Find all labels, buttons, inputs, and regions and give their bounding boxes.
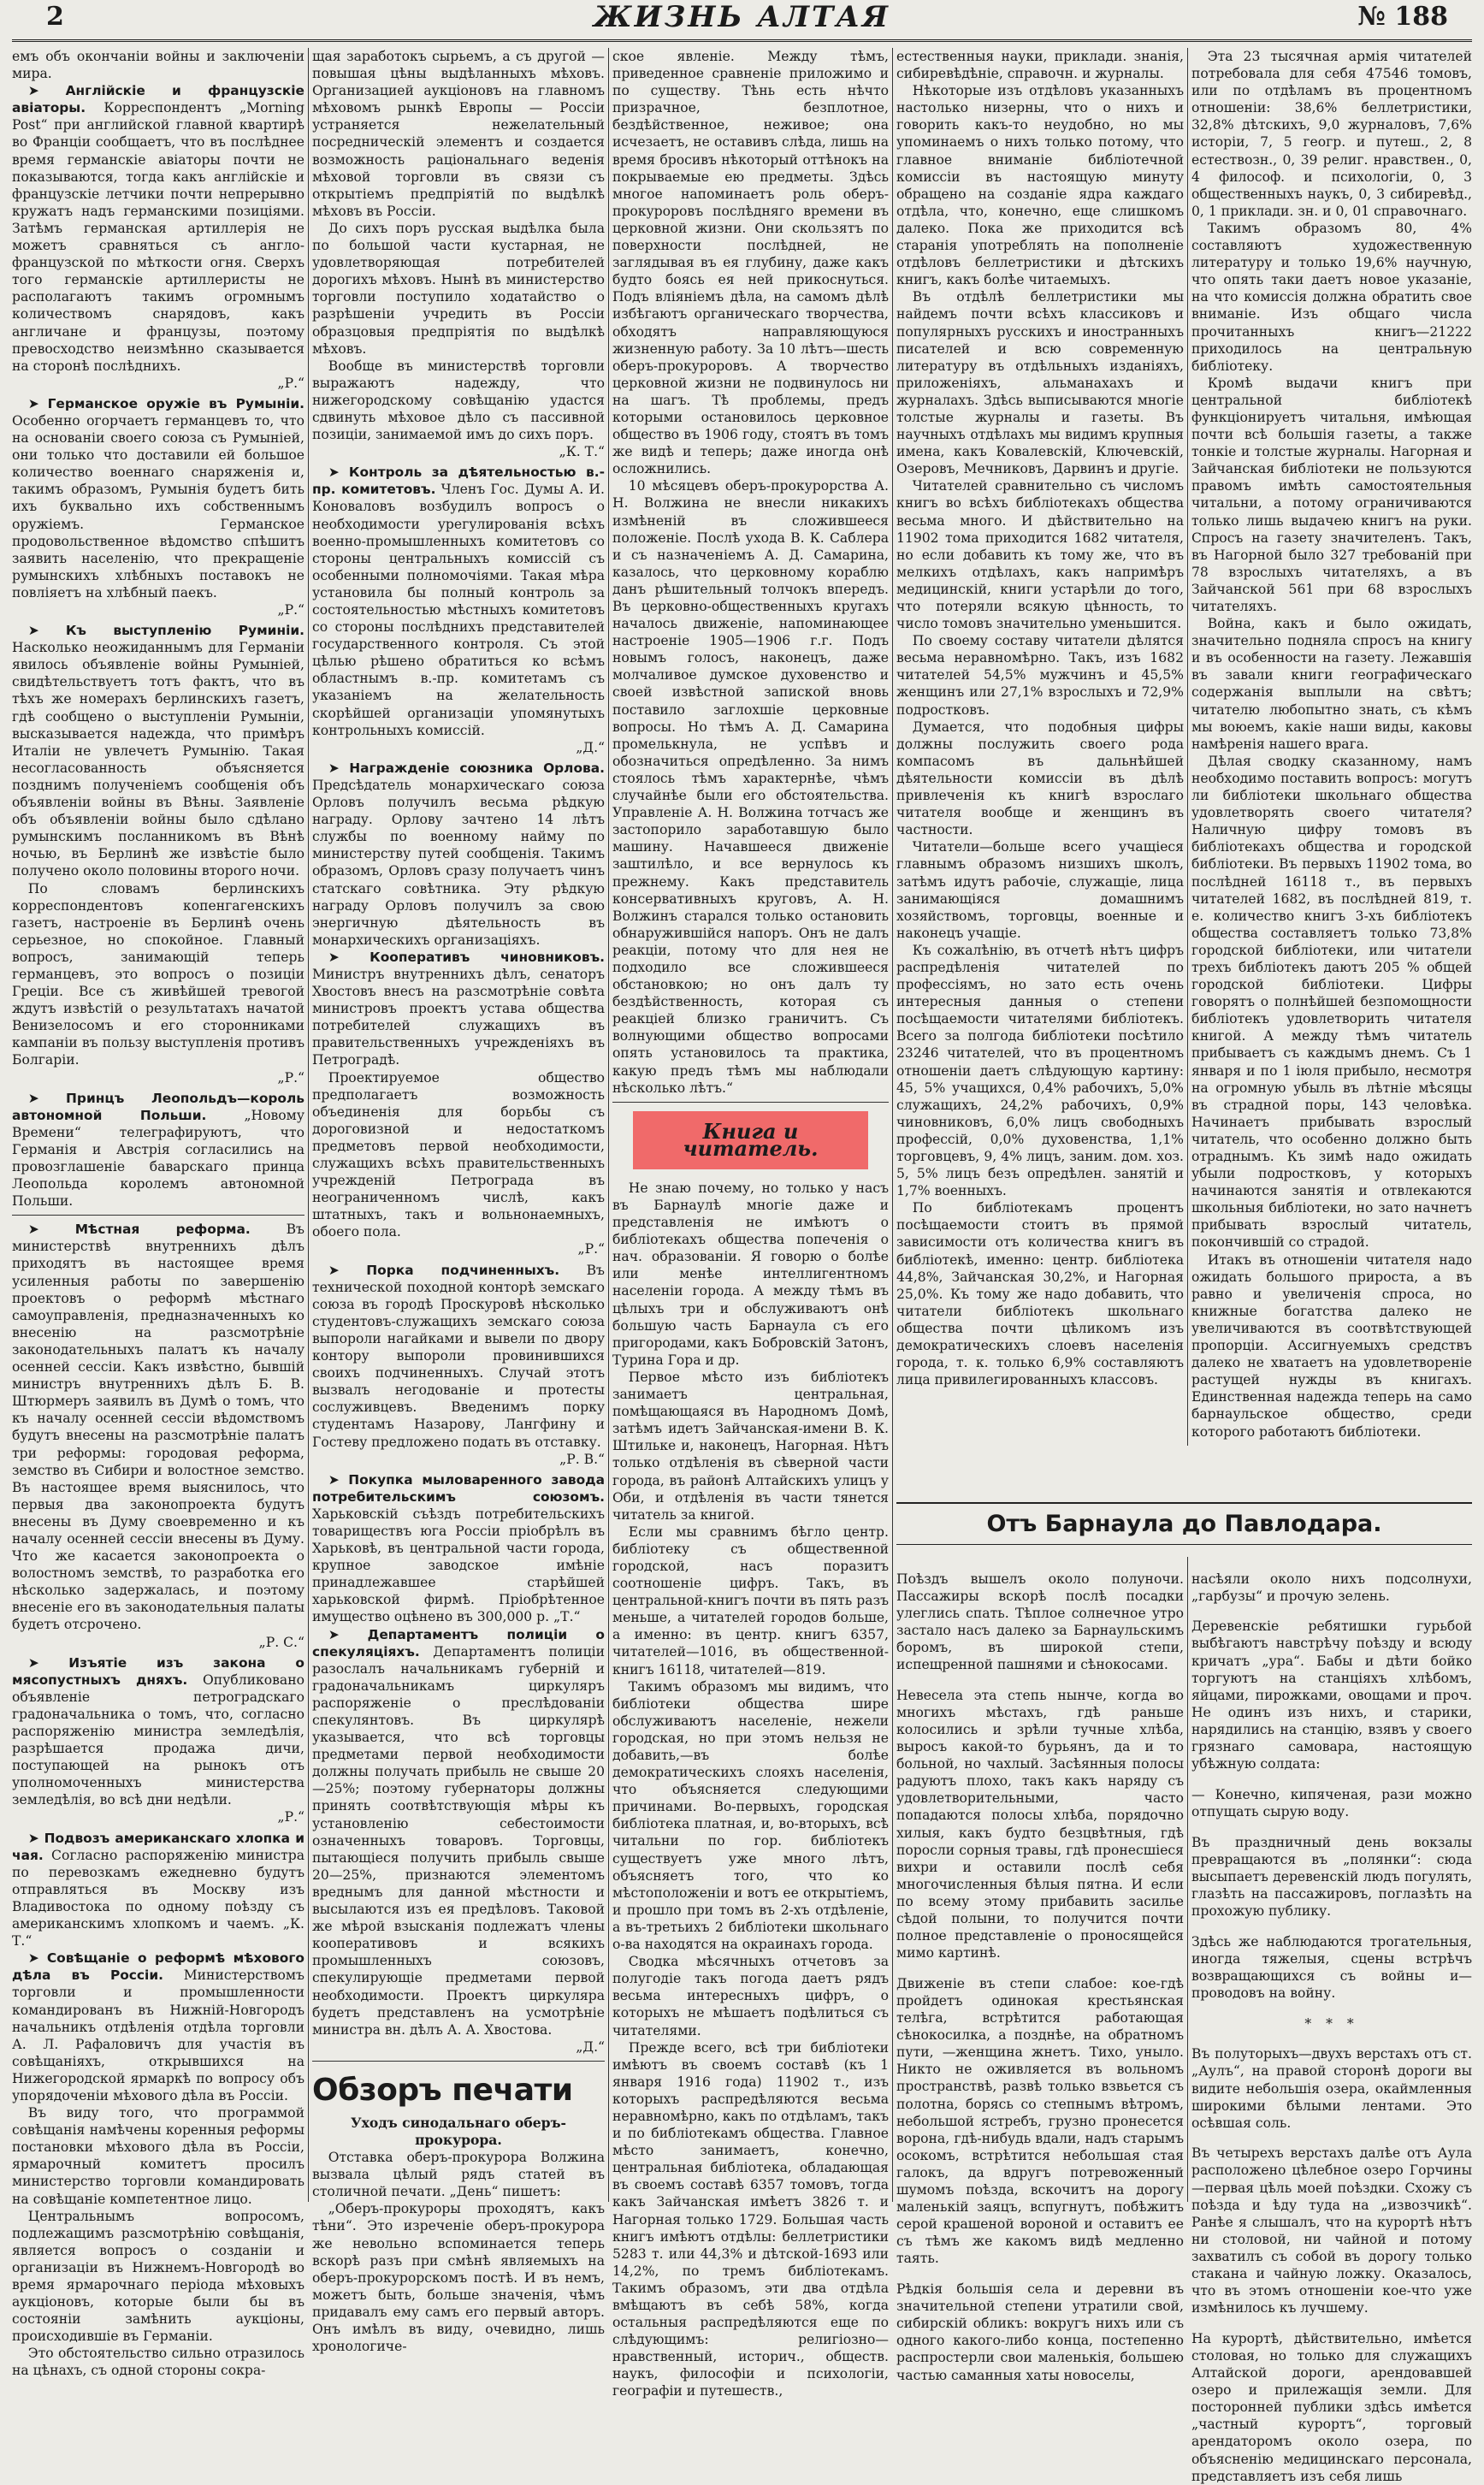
signature: „Р.“	[277, 1069, 304, 1086]
paragraph: Первое мѣсто изъ библіотекъ занимаетъ центральная, помѣщающаяся въ Народномъ Домѣ, затѣмъ идетъ Зайчанская-имени В. К. Штильке и, наконецъ, Нагорная. Нѣтъ только отдѣленія въ сѣверной части города, въ районѣ Алтайскихъ улицъ у Оби, и отдѣленія въ части тянется читатель за книгой.	[612, 1369, 889, 1523]
column-rule	[308, 48, 309, 2202]
paragraph: Къ сожалѣнію, въ отчетѣ нѣтъ цифръ распредѣленія читателей по профессіямъ, но зато есть очень интересныя данныя о степени посѣщаемости читателями библіотекъ. Всего за полгода библіотеки посѣтило 23246 читателей, что въ процентномъ отношеніи даетъ слѣдующую картину: 45, 5% учащихся, 0,4% рабочихъ, 5,0% служащихъ, 24,2% рабочихъ, 0,9% чиновниковъ, 6,0% лицъ свободныхъ профессій, 0,0% духовенства, 1,1% торговцевъ, 9, 4% лицъ, заним. дом. хоз. 5, 5% лицъ безъ опредѣлен. занятій и 1,7% военныхъ.	[896, 942, 1184, 1199]
news-heading: Къ выступленію Руминіи.	[65, 623, 304, 639]
news-heading: Контроль за дѣятельностью в.-пр. комитетовъ.	[312, 464, 605, 498]
paragraph: Итакъ въ отношеніи читателя надо ожидать большого прироста, а въ равно и увеличенія спроса, но книжные богатства далеко не увеличиваются въ соотвѣтствующей пропорціи. Ассигнуемыхъ средствъ далеко не хватаетъ на удовлетвореніе растущей нужды въ книгахъ. Единственная надежда теперь на само барнаульское общество, среди которого работаютъ библіотеки.	[1191, 1251, 1472, 1440]
news-text: Департаментъ полиціи разослалъ начальникамъ губерній и градоначальникамъ циркуляръ распоряженіе о преслѣдованіи спекулянтовъ. Въ циркулярѣ указывается, что всѣ торговцы предметами первой необходимости должны получать прибыль не свыше 20—25%; поэтому губернаторы должны принять соотвѣтствующія мѣры къ установленію себестоимости означенныхъ товаровъ. Торговцы, пытающіеся получить прибыль свыше 20—25%, признаются элементомъ вреднымъ для данной мѣстности и высылаются изъ ея предѣловъ. Таковой же мѣрой взысканія подлежатъ члены кооперативовъ и всякихъ промышленныхъ союзовъ, спекулирующіе предметами первой необходимости. Проектъ циркуляра будетъ представленъ на усмотрѣніе министра вн. дѣлъ А. А. Хвостова.	[312, 1643, 605, 2038]
paragraph: Читатели—больше всего учащіеся главнымъ образомъ низшихъ школъ, затѣмъ идутъ рабочіе, служащіе, лица занимающіяся домашнимъ хозяйствомъ, торговцы, военные и наконецъ учащіе.	[896, 839, 1184, 941]
signature: „Р.“	[277, 602, 304, 618]
column-2	[312, 48, 605, 2355]
signature-inline: „К. Т.“	[12, 1916, 304, 1950]
paragraph: Читателей сравнительно съ числомъ книгъ во всѣхъ библіотекахъ общества весьма много. И дѣйствительно на 11902 тома приходится 1682 читателя, но если добавить къ тому же, что въ мелкихъ отдѣлахъ, какъ напримѣръ медицинскій, книги устарѣли до того, что потеряли всякую цѣнность, то число томовъ значительно уменьшится.	[896, 478, 1184, 632]
paragraph: Сводка мѣсячныхъ отчетовъ за полугодіе такъ погода даетъ рядъ весьма интересныхъ цифръ, о которыхъ не мѣшаетъ подѣлиться съ читателями.	[612, 1954, 889, 2038]
news-heading: Мѣстная реформа.	[74, 1222, 251, 1238]
news-heading: Награжденіе союзника Орлова.	[349, 760, 605, 776]
paragraph: — Конечно, кипяченая, рази можно отпущать сырую воду.	[1191, 1786, 1472, 1819]
news-text: Насколько неожиданнымъ для Германіи явилось объявленіе войны Румыніей, свидѣтельствуетъ тотъ фактъ, что въ тѣхъ же номерахъ берлинскихъ газетъ, гдѣ сообщено о выступленіи Румыніи, высказывается надежда, что примѣръ Италіи не увлечетъ Румынію. Такая несогласованность объясняется позднимъ полученіемъ сообщенія объ объявленіи войны въ Вѣны. Заявленіе объ объявленіи войны было сдѣлано румынскимъ посланникомъ въ Вѣнѣ ночью, въ Берлинѣ же извѣстіе было получено около половины второго ночи.	[12, 640, 304, 879]
paragraph: По словамъ берлинскихъ корреспондентовъ копенгагенскихъ газетъ, настроеніе въ Берлинѣ очень серьезное, но спокойное. Главный вопросъ, занимающій теперь германцевъ, это вопросъ о позиціи Греціи. Все съ живѣйшей тревогой ждутъ извѣстій о результатахъ начатой Венизелосомъ и его сторонниками кампаніи въ пользу выступленія противъ Болгаріи.	[12, 880, 304, 1068]
news-text: Министръ внутреннихъ дѣлъ, сенаторъ Хвостовъ внесъ на разсмотрѣніе совѣта министровъ проектъ устава общества потребителей служащихъ въ правительственныхъ учрежденіяхъ въ Петроградѣ.	[312, 966, 605, 1068]
paragraph: „Оберъ-прокуроры проходятъ, какъ тѣни“. Это изреченіе оберъ-прокурора же невольно вспоминается теперь вскорѣ разъ при смѣнѣ являемыхъ на оберъ-прокурорскомъ постѣ. И въ немъ, можетъ быть, больше значенія, чѣмъ придавалъ ему самъ его первый авторъ. Онъ имѣлъ въ виду, очевидно, лишь хронологиче-	[312, 2201, 605, 2355]
paragraph: Въ виду того, что программой совѣщанія намѣчены коренныя реформы постановки мѣхового дѣла въ Россіи, ярмарочный комитетъ просилъ министерство торговли командировать на совѣщаніе компетентное лицо.	[12, 2105, 304, 2207]
paragraph: Война, какъ и было ожидать, значительно подняла спросъ на книгу и въ особенности на газету. Лежавшія въ завали книги географическаго содержанія выплыли на свѣтъ; читателю любопытно знать, съ кѣмъ мы воюемъ, какіе наши виды, каковы намѣренія нашего врага.	[1191, 616, 1472, 752]
page-number: 2	[46, 2, 64, 32]
paragraph: Въ четырехъ верстахъ далѣе отъ Аула расположено цѣлебное озеро Горчины—первая цѣль моей поѣздки. Схожу съ поѣзда и ѣду туда на „извозчикѣ“. Ранѣе я слышалъ, что на курортѣ нѣтъ ни столовой, ни чайной и потому захватилъ съ собой въ дорогу только стакана и чайную ложку. Оказалось, что въ этомъ отношеніи кое-что уже измѣнилось къ лучшему.	[1191, 2145, 1472, 2316]
news-item: ➤ Англійскіе и французскіе авіаторы. Корреспондентъ „Morning Post“ при английской главной квартирѣ во Франціи сообщаетъ, что въ послѣднее время германскіе авіаторы почти не показываются, тогда какъ англійскіе и французскіе летчики почти непрерывно кружатъ надъ германскими позиціями. Затѣмъ германская артиллерія не можетъ сравняться съ англо-французской по мѣткости огня. Сверхъ того германскіе артиллеристы не располагаютъ такимъ огромнымъ количествомъ снарядовъ, какъ англичане и французы, поэтому превосходство неизмѣнно сказывается на сторонѣ послѣднихъ.	[12, 83, 304, 374]
paragraph: насѣяли около нихъ подсолнухи, „гарбузы“ и прочую зелень.	[1191, 1571, 1472, 1604]
news-item: ➤ Къ выступленію Руминіи. Насколько неожиданнымъ для Германіи явилось объявленіе войны Румыніей, свидѣтельствуетъ тотъ фактъ, что въ тѣхъ же номерахъ берлинскихъ газетъ, гдѣ сообщено о выступленіи Румыніи, высказывается надежда, что примѣръ Италіи не увлечетъ Румынію. Такая несогласованность объясняется позднимъ полученіемъ сообщенія объ объявленіи войны въ Вѣны. Заявленіе объ объявленіи войны было сдѣлано румынскимъ посланникомъ въ Вѣнѣ ночью, въ Берлинѣ же извѣстіе было получено около половины второго ночи.	[12, 623, 304, 879]
paragraph: Деревенскіе ребятишки гурьбой выбѣгаютъ навстрѣчу поѣзду и всюду кричатъ „ура“. Бабы и дѣти бойко торгуютъ на станціяхъ хлѣбомъ, яйцами, пирожками, овощами и проч. Не одинъ изъ нихъ, и старики, нарядились на станцію, взявъ у своего грязнаго самовара, настоящую убѣжную солдата:	[1191, 1618, 1472, 1772]
news-item: ➤ Германское оружіе въ Румыніи. Особенно огорчаетъ германцевъ то, что на основаніи своего союза съ Румыніей, они только что доставили ей большое количество военнаго снаряженія и, такимъ образомъ, Румынія будетъ бить ихъ буквально ихъ собственнымъ оружіемъ. Германское продовольственное вѣдомство спѣшитъ заявить населенію, что прекращеніе румынскихъ хлѣбныхъ поставокъ не повліяетъ на хлѣбный паекъ.	[12, 395, 304, 601]
masthead	[12, 0, 1472, 42]
news-heading: Покупка мыловаренного завода потребительскимъ союзомъ.	[312, 1471, 605, 1505]
paragraph: Такимъ образомъ 80, 4% составляютъ художественную литературу и только 19,6% научную, что опять таки даетъ новое указаніе, на что комиссія должна обратить свое вниманіе. Изъ общаго числа прочитанныхъ книгъ—21222 приходилось на центральную библіотеку.	[1191, 220, 1472, 374]
news-text: Корреспондентъ „Morning Post“ при английской главной квартирѣ во Франціи сообщаетъ, что въ послѣднее время германскіе авіаторы почти не показываются, тогда какъ англійскіе и французскіе летчики почти непрерывно кружатъ надъ германскими позиціями. Затѣмъ германская артиллерія не можетъ сравняться съ англо-французской по мѣткости огня. Сверхъ того германскіе артиллеристы не располагаютъ такимъ огромнымъ количествомъ снарядовъ, какъ англичане и французы, поэтому превосходство неизмѣнно сказывается на сторонѣ послѣднихъ.	[12, 100, 304, 374]
paragraph: По своему составу читатели дѣлятся весьма неравномѣрно. Такъ, изъ 1682 читателей 54,5% мужчинъ и 45,5% женщинъ или 27,1% взрослыхъ и 72,9% подростковъ.	[896, 633, 1184, 718]
signature-inline: „Т.“	[553, 1609, 581, 1625]
column-5	[1191, 48, 1472, 1440]
news-item: ➤ Департаментъ полиціи о спекуляціяхъ. Департаментъ полиціи разослалъ начальникамъ губерній и градоначальникамъ циркуляръ распоряженіе о преслѣдованіи спекулянтовъ. Въ циркулярѣ указывается, что всѣ торговцы предметами первой необходимости должны получать прибыль не свыше 20—25%; поэтому губернаторы должны принять соотвѣтствующія мѣры къ установленію себестоимости означенныхъ товаровъ. Торговцы, пытающіеся получить прибыль свыше 20—25%, признаются элементомъ вреднымъ для данной мѣстности и высылаются изъ ея предѣловъ. Таковой же мѣрой взысканія подлежатъ члены кооперативовъ и всякихъ промышленныхъ союзовъ, спекулирующіе предметами первой необходимости. Проектъ циркуляра будетъ представленъ на усмотрѣніе министра вн. дѣлъ А. А. Хвостова.	[312, 1626, 605, 2038]
paragraph: естественныя науки, приклади. знанія, сибиревѣдѣніе, справочн. и журналы.	[896, 49, 1184, 82]
article-heading-barnaul-pavlodar: Отъ Барнаула до Павлодара.	[896, 1502, 1472, 1545]
column-rule	[1187, 1557, 1188, 2202]
article-heading-book-and-reader: Книга и читатель.	[633, 1111, 868, 1169]
divider	[312, 2061, 605, 2062]
asterism-separator: * * *	[1304, 2015, 1359, 2032]
paragraph: Прежде всего, всѣ три библіотеки имѣютъ въ своемъ составѣ (къ 1 января 1916 года) 11902 т., изъ которыхъ распредѣляются весьма неравномѣрно, какъ по отдѣламъ, такъ и по библіотекамъ общества. Главное мѣсто занимаетъ, конечно, центральная библіотека, обладающая въ своемъ составѣ 6357 томовъ, тогда какъ Зайчанская имѣетъ 3826 т. и Нагорная только 1729. Большая часть книгъ имѣютъ отдѣлы: беллетристики 5283 т. или 44,3% и дѣтской-1693 или 14,2%, по тремъ библіотекамъ. Такимъ образомъ, эти два отдѣла вмѣщаютъ въ себѣ 58%, когда остальныя распредѣляются еще по слѣдующимъ: религіозно—нравственный, историч., обществ. наукъ, философіи и психологіи, географіи и путешеств.,	[612, 2039, 889, 2399]
travel-article-column-2	[1191, 1557, 1472, 2484]
paragraph: Центральнымъ вопросомъ, подлежащимъ разсмотрѣнію совѣщанія, является вопросъ о созданіи и организаціи въ Нижнемъ-Новгородѣ во время ярмарочнаго періода мѣховыхъ аукціоновъ, которые были бы въ состояніи замѣнить аукціоны, происходившіе въ Германіи.	[12, 2208, 304, 2345]
news-item: ➤ Совѣщаніе о реформѣ мѣхового дѣла въ Россіи. Министерствомъ торговли и промышленности командированъ въ Нижній-Новгородъ начальникъ отдѣленія отдѣла торговли А. Л. Рафаловичъ для участія въ совѣщаніяхъ, открывшихся на Нижегородской ярмаркѣ по вопросу объ упорядоченіи мѣхового дѣла въ Россіи.	[12, 1950, 304, 2103]
news-heading: Подвозъ американскаго хлопка и чая.	[12, 1830, 304, 1863]
paragraph: Рѣдкія большія села и деревни въ значительной степени утратили свой, сибирскій обликъ: вокругъ нихъ или съ одного какого-либо конца, постепенно распростерли свои маленькія, большею частью саманныя хаты новоселы,	[896, 2281, 1184, 2383]
columns	[12, 48, 1472, 2484]
news-item: ➤ Покупка мыловаренного завода потребительскимъ союзомъ. Харьковскій съѣздъ потребительскихъ товариществъ юга Россіи пріобрѣлъ въ Харьковѣ, въ центральной части города, крупное заводское имѣніе принадлежавшее старѣйшей харьковской фирмѣ. Пріобрѣтенное имущество оцѣнено въ 300,000 р. „Т.“	[312, 1471, 605, 1625]
news-text: Въ технической походной конторѣ земскаго союза въ городѣ Проскуровѣ нѣсколько студентовъ-служащихъ земскаго союза выпороли нагайками и вывели по двору контору выпороли провинившихся своихъ подчиненныхъ. Случай этотъ вызвалъ негодованіе и протесты сослуживцевъ. Введенимъ порку студентамъ Назарову, Лангфину и Гостеву предложено подать въ отставку.	[312, 1262, 605, 1450]
issue-number: № 188	[1357, 2, 1448, 32]
paragraph: По библіотекамъ процентъ посѣщаемости стоитъ въ прямой зависимости отъ количества книгъ въ библіотекѣ, именно: центр. библіотека 44,8%, Зайчанская 30,2%, и Нагорная 25,0%. Къ тому же надо добавить, что читатели библіотекъ школьнаго общества почти цѣликомъ изъ демократическихъ слоевъ населенія города, т. к. только 6,9% составляютъ лица привилегированныхъ классовъ.	[896, 1200, 1184, 1388]
travel-article-column-1	[896, 1557, 1184, 2383]
newspaper-title: ЖИЗНЬ АЛТАЯ	[593, 0, 890, 34]
news-text: Министерствомъ торговли и промышленности командированъ въ Нижній-Новгородъ начальникъ отдѣленія отдѣла торговли А. Л. Рафаловичъ для участія въ совѣщаніяхъ, открывшихся на Нижегородской ярмаркѣ по вопросу объ упорядоченіи мѣхового дѣла въ Россіи.	[12, 1967, 304, 2103]
news-item: ➤ Мѣстная реформа. Въ министерствѣ внутреннихъ дѣлъ приходятъ въ настоящее время усиленныя работы по завершенію проектовъ о реформѣ мѣстнаго самоуправленія, предназначенныхъ ко внесенію на разсмотрѣніе законодательныхъ палатъ къ началу осенней сессіи. Какъ извѣстно, бывшій министръ внутреннихъ дѣлъ Б. В. Штюрмеръ заявилъ въ Думѣ о томъ, что къ началу осенней сессіи вѣдомствомъ будутъ внесены на разсмотрѣніе палатъ три реформы: городовая реформа, земство въ Сибири и волостное земство. Въ настоящее время выяснилось, что первыя два законопроекта будутъ внесены въ Думу своевременно и къ началу осенней сессіи внесены въ Думу. Что же касается законопроекта о волостномъ земствѣ, то разработка его нѣсколько задержалась, и поэтому внесеніе его въ законодательныя палаты будетъ отсрочено.	[12, 1222, 304, 1633]
signature: „Р.“	[577, 1241, 605, 1257]
paragraph: На курортѣ, дѣйствительно, имѣется столовая, но только для служащихъ Алтайской дороги, арендовавшей озеро и прилежащія земли. Для посторонней публики здѣсь имѣется „частный курортъ“, торговый арендаторомъ около озера, по объясненію медицинскаго персонала, представляетъ изъ себя лишь	[1191, 2330, 1472, 2484]
paragraph: Въ отдѣлѣ беллетристики мы найдемъ почти всѣхъ классиковъ и популярныхъ русскихъ и иностранныхъ писателей и всю современную литературу въ отдѣльныхъ изданіяхъ, приложеніяхъ, альманахахъ и журналахъ. Здѣсь выписываются многіе толстые журналы и газеты. Въ научныхъ отдѣлахъ мы видимъ крупныя имена, какъ Ковалевскій, Ключевскій, Озеровъ, Мечниковъ, Дарвинъ и другіе.	[896, 289, 1184, 477]
news-item: ➤ Принцъ Леопольдъ—король автономной Польши. „Новому Времени“ телеграфируютъ, что Германія и Австрія согласились на провозглашеніе баварскаго принца Леопольда королемъ автономной Польши.	[12, 1090, 304, 1210]
column-3	[612, 48, 889, 2399]
news-heading: Германское оружіе въ Румыніи.	[47, 395, 304, 411]
news-text: Опубликовано объявленіе петроградскаго градоначальника о томъ, что, согласно распоряженію министра земледѣлія, разрѣшается продажа дичи, поступающей на рынокъ отъ уполномоченныхъ министерства земледѣлія, во всѣ дни недѣли.	[12, 1671, 304, 1808]
news-heading: Англійскіе и французскіе авіаторы.	[12, 83, 304, 116]
paragraph: Вообще въ министерствѣ торговли выражаютъ надежду, что нижегородскому совѣщанію удастся сдвинуть мѣховое дѣло съ пассивной позиціи, занимаемой имъ до сихъ поръ.	[312, 358, 605, 443]
paragraph: Если мы сравнимъ бѣгло центр. библіотеку съ общественной городской, насъ поразитъ соотношеніе цифръ. Такъ, въ центральной-книгъ почти въ пять разъ меньше, а читателей городов больше, а именно: въ центр. книгъ 6357, читателей—1016, въ общественной-книгъ 16118, читателей—819.	[612, 1524, 889, 1677]
paragraph: емъ объ окончаніи войны и заключеніи мира.	[12, 49, 304, 82]
paragraph: Движеніе въ степи слабое: кое-гдѣ пройдетъ одинокая крестьянская телѣга, встрѣтится работающая сѣнокосилка, а позднѣе, на обратномъ пути, —женщина жнетъ. Тихо, уныло. Никто не оживляется въ вольномъ пространствѣ, развѣ только взвьется съ полотна, борясь со степнымъ вѣтромъ, небольшой ястребъ, грузно пронесется ворона, гдѣ-нибудь вдали, надъ старымъ осокомъ, встрѣтится небольшая стая галокъ, да вдругъ потревоженный шумомъ поѣзда, вскочитъ на дорогу маленькій заяцъ, вспугнутъ, побѣжитъ серой крашеной вороной и оставитъ ее съ тѣмъ же какомъ видѣ медленно таять.	[896, 1975, 1184, 2267]
news-text: Въ министерствѣ внутреннихъ дѣлъ приходятъ въ настоящее время усиленныя работы по завершенію проектовъ о реформѣ мѣстнаго самоуправленія, предназначенныхъ ко внесенію на разсмотрѣніе законодательныхъ палатъ къ началу осенней сессіи. Какъ извѣстно, бывшій министръ внутреннихъ дѣлъ Б. В. Штюрмеръ заявилъ въ Думѣ о томъ, что къ началу осенней сессіи вѣдомствомъ будутъ внесены на разсмотрѣніе палатъ три реформы: городовая реформа, земство въ Сибири и волостное земство. Въ настоящее время выяснилось, что первыя два законопроекта будутъ внесены въ Думу своевременно и къ началу осенней сессіи внесены въ Думу. Что же касается законопроекта о волостномъ земствѣ, то разработка его нѣсколько задержалась, и поэтому внесеніе его въ законодательныя палаты будетъ отсрочено.	[12, 1222, 304, 1633]
signature: „Р. В.“	[559, 1451, 605, 1467]
paragraph: Проектируемое общество предполагаетъ возможность объединенія для борьбы съ дороговизной и недостаткомъ предметовъ первой необходимости, служащихъ всѣхъ правительственныхъ учрежденій Петрограда въ неограниченномъ числѣ, какъ штатныхъ, такъ и вольнонаемныхъ, обоего пола.	[312, 1069, 605, 1240]
news-text: Предсѣдатель монархическаго союза Орловъ получилъ весьма рѣдкую награду. Орлову зачтено 14 лѣтъ службы по военному найму по министерству путей сообщенія. Такимъ образомъ, Орловъ сразу получаетъ чинъ статскаго совѣтника. Эту рѣдкую награду Орловъ получилъ за свою энергичную дѣятельность въ монархическихъ организаціяхъ.	[312, 777, 605, 948]
news-text: Членъ Гос. Думы А. И. Коноваловъ возбудилъ вопросъ о необходимости урегулированія всѣхъ военно-промышленныхъ комитетовъ со стороны центральныхъ комиссій съ особенными полномочіями. Такая мѣра установила бы полный контроль за состоятельностью мѣстныхъ комитетовъ со стороны послѣднихъ представителей государственного контроля. Съ этой цѣлью рѣшено обратиться ко всѣмъ областнымъ в.-пр. комитетамъ съ указаніемъ на желательность скорѣйшей организаціи упомянутыхъ контрольныхъ комиссій.	[312, 482, 605, 738]
paragraph: Отставка оберъ-прокурора Волжина вызвала цѣлый рядъ статей въ столичной печати. „День“ пишетъ:	[312, 2150, 605, 2200]
news-item: ➤ Изъятіе изъ закона о мясопустныхъ дняхъ. Опубликовано объявленіе петроградскаго градоначальника о томъ, что, согласно распоряженію министра земледѣлія, разрѣшается продажа дичи, поступающей на рынокъ отъ уполномоченныхъ министерства земледѣлія, во всѣ дни недѣли.	[12, 1654, 304, 1808]
news-item: ➤ Подвозъ американскаго хлопка и чая. Согласно распоряженію министра по перевозкамъ ежедневно будутъ отправляться въ Москву изъ Владивостока по одному поѣзду съ американскимъ хлопкомъ и чаемъ. „К. Т.“	[12, 1830, 304, 1950]
paragraph: Въ праздничный день вокзалы превращаются въ „полянки“: сюда высыпаетъ деревенскій людъ погулять, глазѣть на пассажировъ, поглазѣть на прохожую публику.	[1191, 1834, 1472, 1919]
paragraph: Въ полуторыхъ—двухъ верстахъ отъ ст. „Аулъ“, на правой сторонѣ дороги вы видите небольшія озера, окаймленныя широкими бѣлыми лентами. Это осѣвшая соль.	[1191, 2046, 1472, 2131]
signature: „Д.“	[576, 739, 605, 755]
news-heading: Кооперативъ чиновниковъ.	[370, 949, 605, 965]
paragraph: Нѣкоторые изъ отдѣловъ указанныхъ настолько низерны, что о нихъ и говорить какъ-то неудобно, но мы упоминаемъ о нихъ только потому, что главное вниманіе библіотечной комиссіи въ настоящую минуту обращено на созданіе ядра каждаго отдѣла, что, конечно, еще слишкомъ далеко. Пока же приходится всѣ старанія употреблять на пополненіе отдѣловъ беллетристики и дѣтскихъ книгъ, какъ болѣе читаемыхъ.	[896, 83, 1184, 288]
column-rule	[1187, 48, 1188, 1446]
news-text: Особенно огорчаетъ германцевъ то, что на основаніи своего союза съ Румыніей, они только что доставили ей большое количество военнаго снаряженія и, такимъ образомъ, Румынія будетъ бить ихъ буквально ихъ собственнымъ оружіемъ. Германское продовольственное вѣдомство спѣшитъ заявить населенію, что прекращеніе румынскихъ хлѣбныхъ поставокъ не повліяетъ на хлѣбный паекъ.	[12, 412, 304, 601]
signature: „Р. С.“	[258, 1634, 304, 1650]
paragraph: ское явленіе. Между тѣмъ, приведенное сравненіе приложимо и по существу. Тѣнь есть нѣчто призрачное, безплотное, бездѣйственное, неживое; она исчезаетъ, не оставивъ слѣда, лишь на время бросивъ нѣкоторый оттѣнокъ на покрываемые ею предметы. Здѣсь многое напоминаетъ роль оберъ-прокуроровъ послѣдняго времени въ церковной жизни. Они скользятъ по поверхности послѣдней, не заглядывая въ ея глубину, даже какъ будто боясь ея ней прикоснуться. Подъ вліяніемъ дѣла, на самомъ дѣлѣ избѣгаютъ органическаго творчества, обходятъ направляющуюся жизненную работу. За 10 лѣтъ—шесть оберъ-прокуроровъ. А творчество церковной жизни не подвинулось ни на шагъ. Тѣ проблемы, предъ которыми остановилось церковное общество въ 1906 году, стоятъ въ томъ же видѣ и теперь; даже иногда онѣ осложнились.	[612, 49, 889, 477]
paragraph: Здѣсь же наблюдаются трогательныя, иногда тяжелыя, сцены встрѣчъ возвращающихся съ войны и—проводовъ на войну.	[1191, 1933, 1472, 2001]
news-heading: Изъятіе изъ закона о мясопустныхъ дняхъ.	[12, 1654, 304, 1688]
divider	[612, 1102, 889, 1103]
news-item: ➤ Контроль за дѣятельностью в.-пр. комитетовъ. Членъ Гос. Думы А. И. Коноваловъ возбудилъ вопросъ о необходимости урегулированія всѣхъ военно-промышленныхъ комитетовъ со стороны центральныхъ комиссій съ особенными полномочіями. Такая мѣра установила бы полный контроль за состоятельностью мѣстныхъ комитетовъ со стороны послѣднихъ представителей государственного контроля. Съ этой цѣлью рѣшено обратиться ко всѣмъ областнымъ в.-пр. комитетамъ съ указаніемъ на желательность скорѣйшей организаціи упомянутыхъ контрольныхъ комиссій.	[312, 464, 605, 738]
paragraph: Такимъ образомъ мы видимъ, что библіотеки общества шире обслуживаютъ населеніе, нежели городская, но при этомъ нельзя не добавить,—въ болѣе демократическихъ слояхъ населенія, что объясняется следующими причинами. Во-первыхъ, городская библіотека платная, и, во-вторыхъ, всѣ читальни по гор. библіотекъ существуетъ уже много лѣтъ, объясняетъ того, что ко мѣстоположеніи и вотъ ее открытіемъ, и прошло при томъ въ 2-хъ отдѣленіе, а въ-третьихъ 2 библіотеки школьнаго о-ва находятся на окраинахъ города.	[612, 1678, 889, 1953]
signature: „К. Т.“	[559, 444, 605, 460]
paragraph: Эта 23 тысячная армія читателей потребовала для себя 47546 томовъ, или по отдѣламъ въ процентномъ отношеніи: 38,6% беллетристики, 32,8% дѣтскихъ, 9,0 журналовъ, 7,6% исторіи, 7, 5 геогр. и путеш., 2, 8 естествозн., 0, 39 религ. нравствен., 0, 4 философ. и психологіи, 0, 3 общественныхъ наукъ, 0, 3 сибиревѣд., 0, 1 приклади. зн. и 0, 01 справочнаго.	[1191, 49, 1472, 219]
paragraph: Кромѣ выдачи книгъ при центральной библіотекѣ функціонируетъ читальня, имѣющая почти всѣ большія газеты, а также тонкіе и толстые журналы. Нагорная и Зайчанская библіотеки не пользуются правомъ имѣть самостоятельныя читальни, а потому ограничиваются только лишь выдачею книгъ на руки. Спросъ на газету значителенъ. Такъ, въ Нагорной было 327 требованій при 78 взрослыхъ читателяхъ, а въ Зайчанской 561 при 68 взрослыхъ читателяхъ.	[1191, 375, 1472, 614]
column-4	[896, 48, 1184, 1434]
news-text: Харьковскій съѣздъ потребительскихъ товариществъ юга Россіи пріобрѣлъ въ Харьковѣ, въ центральной части города, крупное заводское имѣніе принадлежавшее старѣйшей харьковской фирмѣ. Пріобрѣтенное имущество оцѣнено въ 300,000 р.	[312, 1506, 605, 1625]
signature: „Р.“	[277, 375, 304, 391]
paragraph: До сихъ поръ русская выдѣлка была по большой части кустарная, не удовлетворяющая потребителей дорогихъ мѣховъ. Нынѣ въ министерство торговли поступило ходатайство о разрѣшеніи учредить въ Россіи образцовыя предпріятія по выдѣлкѣ мѣховъ.	[312, 220, 605, 357]
signature: „Д.“	[576, 2038, 605, 2055]
section-heading-press-review: Обзоръ печати	[312, 2072, 573, 2108]
paragraph: Не знаю почему, но только у насъ въ Барнаулѣ многіе даже и представленія не имѣютъ о библіотекахъ общества попеченія о нач. образованіи. Я говорю о болѣе или менѣе интеллигентномъ населеніи города. А между тѣмъ въ цѣлыхъ три и обслуживаютъ онѣ большую часть Барнаула съ его пригородами, какъ Бобровскій Затонъ, Турина Гора и др.	[612, 1180, 889, 1368]
column-1	[12, 48, 304, 2379]
paragraph: Поѣздъ вышелъ около полуночи. Пассажиры вскорѣ послѣ посадки улеглись спать. Тѣплое солнечное утро застало насъ далеко за Барнаульскимъ боромъ, въ широкой степи, испещренной пашнями и сѣнокосами.	[896, 1571, 1184, 1673]
travel-article	[896, 1494, 1472, 2484]
column-rule	[608, 48, 609, 2202]
news-heading: Департаментъ полиціи о спекуляціяхъ.	[312, 1626, 605, 1660]
divider	[12, 1215, 304, 1216]
news-item: ➤ Порка подчиненныхъ. Въ технической походной конторѣ земскаго союза въ городѣ Проскуровѣ нѣсколько студентовъ-служащихъ земскаго союза выпороли нагайками и вывели по двору контору выпороли провинившихся своихъ подчиненныхъ. Случай этотъ вызвалъ негодованіе и протесты сослуживцевъ. Введенимъ порку студентамъ Назарову, Лангфину и Гостеву предложено подать въ отставку.	[312, 1262, 605, 1450]
paragraph: щая заработокъ сырьемъ, а съ другой — повышая цѣны выдѣланныхъ мѣховъ. Организацией аукціоновъ на главномъ мѣховомъ рынкѣ Европы — Россіи устраняется нежелательный посредническій элементъ и создается возможность раціональнаго веденія мѣховой торговли въ связи съ открытіемъ предпріятій по выдѣлкѣ мѣховъ въ Россіи.	[312, 49, 605, 219]
news-item: ➤ Кооперативъ чиновниковъ. Министръ внутреннихъ дѣлъ, сенаторъ Хвостовъ внесъ на разсмотрѣніе совѣта министровъ проектъ устава общества потребителей служащихъ въ правительственныхъ учрежденіяхъ въ Петроградѣ.	[312, 949, 605, 1068]
news-item: ➤ Награжденіе союзника Орлова. Предсѣдатель монархическаго союза Орловъ получилъ весьма рѣдкую награду. Орлову зачтено 14 лѣтъ службы по военному найму по министерству путей сообщенія. Такимъ образомъ, Орловъ сразу получаетъ чинъ статскаго совѣтника. Эту рѣдкую награду Орловъ получилъ за свою энергичную дѣятельность въ монархическихъ организаціяхъ.	[312, 760, 605, 948]
article-subheading: Уходъ синодальнаго оберъ-прокурора.	[350, 2114, 567, 2148]
signature: „Р.“	[277, 1809, 304, 1825]
news-text: Согласно распоряженію министра по перевозкамъ ежедневно будутъ отправляться въ Москву изъ Владивостока по одному поѣзду съ американскимъ хлопкомъ и чаемъ.	[12, 1847, 304, 1932]
paragraph: Невесела эта степь нынче, когда во многихъ мѣстахъ, гдѣ раньше колосились и зрѣли тучные хлѣба, выросъ какой-то бурьянъ, да и то больной, но чахлый. Засѣянныя полосы радуютъ плохо, такъ какъ наряду съ удовлетворительными, часто попадаются полосы хлѣба, порядочно хилыя, какъ будто безцвѣтныя, гдѣ поросли сорныя травы, гдѣ пронесшіеся вихри и оставили послѣ себя многочисленныя бѣлыя пятна. И если по всему этому прибавить засилье сѣдой полыни, то получится почти полное представленіе о проносящейся мимо картинѣ.	[896, 1687, 1184, 1961]
paragraph: 10 мѣсяцевъ оберъ-прокурорства А. Н. Волжина не внесли никакихъ измѣненій въ сложившееся положеніе. Послѣ ухода В. К. Саблера и съ назначеніемъ А. Д. Самарина, казалось, что церковному кораблю данъ рѣшительный толчокъ впередъ. Въ церковно-общественныхъ кругахъ началось движеніе, напоминающее настроеніе 1905—1906 г.г. Подъ новымъ голосъ, наконецъ, даже молчаливое думское духовенство и своей извѣстной запиской вновь поставило заглохшіе церковные вопросы. Но тѣмъ А. Д. Самарина промелькнула, не успѣвъ и обозначиться опредѣленно. За нимъ стоялось тѣмъ характернѣе, чѣмъ случайнѣе были его обстоятельства. Управленіе А. Н. Волжина тотчасъ же застопорило заработавшую было машину. Начавшееся движеніе заштилѣло, и все вернулось къ прежнему. Какъ представитель консервативныхъ круговъ, А. Н. Волжинъ старался только остановить обнаружившійся напоръ. Онъ не далъ реакціи, потому что для нея не подходило все сложившееся обстановкою; но онъ далъ ту бездѣйственность, которая съ реакціей близко граничитъ. Съ волнующими общество вопросами опять установилось та практика, какую предъ тѣмъ мы наблюдали нѣсколько лѣтъ.“	[612, 478, 889, 1096]
news-heading: Совѣщаніе о реформѣ мѣхового дѣла въ Россіи.	[12, 1950, 304, 1984]
column-rule	[892, 48, 893, 2202]
paragraph: Это обстоятельство сильно отразилось на цѣнахъ, съ одной стороны сокра-	[12, 2346, 304, 2379]
news-text: „Новому Времени“ телеграфируютъ, что Германія и Австрія согласились на провозглашеніе баварскаго принца Леопольда королемъ автономной Польши.	[12, 1107, 304, 1210]
news-heading: Порка подчиненныхъ.	[366, 1262, 560, 1278]
paragraph: Дѣлая сводку сказанному, намъ необходимо поставить вопросъ: могутъ ли библіотеки школьнаго общества удовлетворять своего читателя? Наличную цифру томовъ въ библіотекахъ общества и городской библіотеки. Въ первыхъ 11902 тома, во послѣдней 16118 т., въ первыхъ читателей 1682, въ послѣдней 819, т. е. количество книгъ 3-хъ библіотекъ общества составляетъ только 73,8% городской библіотеки, или читатели трехъ библіотекъ даютъ 205 % общей городской библіотеки. Цифры говорятъ о полнѣйшей безпомощности библіотекъ удовлетворить читателя книгой. А между тѣмъ читатель прибываетъ съ каждымъ днемъ. Съ 1 января и по 1 іюля прибыло, несмотря на огромную убыль въ лѣтніе мѣсяцы въ страдной поры, 143 человѣка. Начинаетъ прибывать взрослый читатель, что особенно должно быть отраднымъ. Къ зимѣ надо ожидать убыли подростковъ, у которыхъ начинаются занятія и отвлекаются школьныя библіотеки, но зато начнетъ прибывать взрослый читатель, покончившій со страдой.	[1191, 753, 1472, 1251]
news-heading: Принцъ Леопольдъ—король автономной Польши.	[12, 1090, 304, 1123]
paragraph: Думается, что подобныя цифры должны послужить своего рода компасомъ въ дальнѣйшей дѣятельности комиссіи въ дѣлѣ привлеченія къ книгѣ взрослаго читателя вообще и женщинъ въ частности.	[896, 719, 1184, 838]
